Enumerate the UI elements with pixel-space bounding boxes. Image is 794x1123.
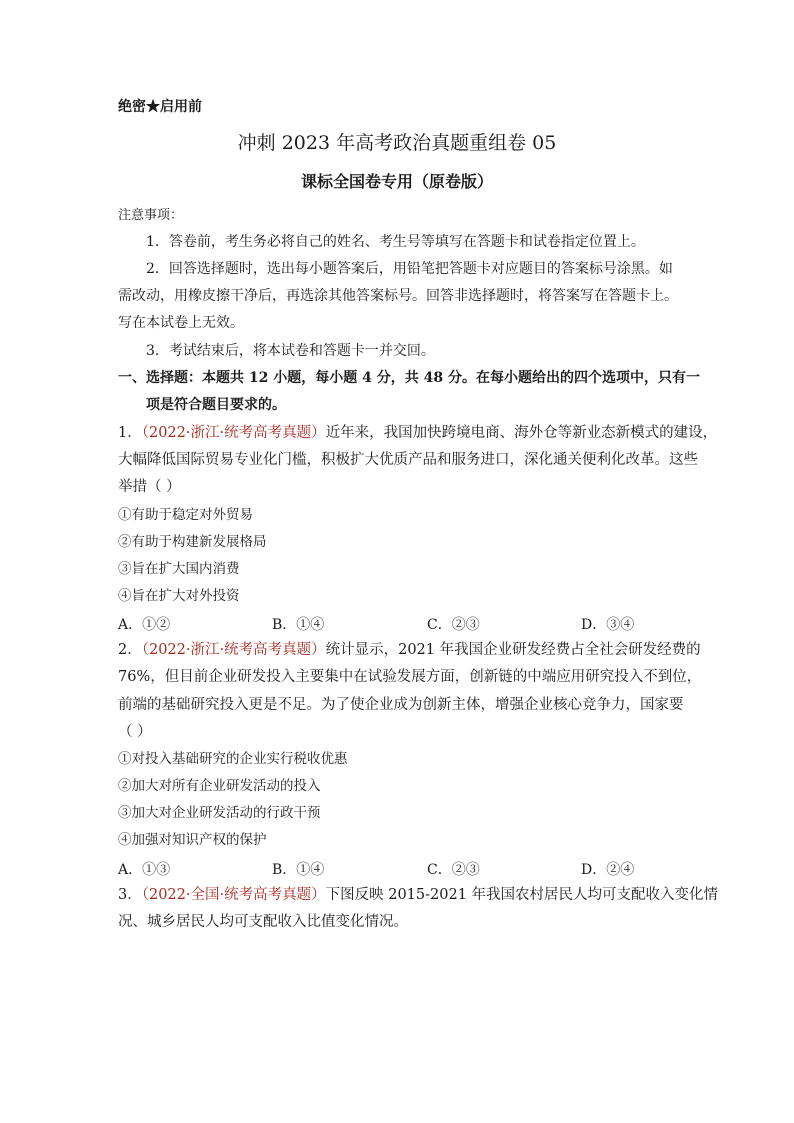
question-source: （2022·浙江·统考高考真题） — [141, 642, 326, 658]
question-1-choice-b: B．①④ — [272, 617, 325, 633]
question-2-line-4: （ ） — [118, 724, 152, 740]
question-1-choice-c: C．②③ — [427, 617, 480, 633]
question-2-statement-4: ④加强对知识产权的保护 — [118, 832, 267, 848]
question-2-choice-c: C．②③ — [427, 862, 480, 878]
notice-line-1: 1．答卷前，考生务必将自己的姓名、考生号等填写在答题卡和试卷指定位置上。 — [146, 234, 645, 250]
confidential-label: 绝密★启用前 — [118, 99, 202, 115]
question-2-line-2: 76%，但目前企业研发投入主要集中在试验发展方面，创新链的中端应用研究投入不到位， — [118, 669, 702, 685]
question-1-choice-a: A．①② — [118, 617, 171, 633]
question-2-choice-d: D．②④ — [581, 862, 635, 878]
question-2-statement-1: ①对投入基础研究的企业实行税收优惠 — [118, 751, 348, 767]
question-text: 统计显示，2021 年我国企业研发经费占全社会研发经费的 — [325, 642, 701, 658]
notice-line-5: 3．考试结束后，将本试卷和答题卡一并交回。 — [146, 343, 435, 359]
question-text: 近年来，我国加快跨境电商、海外仓等新业态新模式的建设， — [325, 425, 718, 441]
question-number: 3． — [118, 887, 142, 903]
notice-heading: 注意事项： — [118, 208, 184, 223]
question-source: （2022·浙江·统考高考真题） — [141, 425, 326, 441]
question-1-line-2: 大幅降低国际贸易专业化门槛，积极扩大优质产品和服务进口，深化通关便利化改革。这些 — [118, 452, 698, 468]
question-number: 2． — [118, 642, 142, 658]
page-title: 冲刺 2023 年高考政治真题重组卷 05 — [237, 132, 557, 154]
question-2-choice-a: A．①③ — [118, 862, 171, 878]
question-source: （2022·全国·统考高考真题） — [141, 887, 326, 903]
notice-line-3: 需改动，用橡皮擦干净后，再选涂其他答案标号。回答非选择题时，将答案写在答题卡上。 — [118, 288, 678, 304]
question-1-line-3: 举措（ ） — [118, 479, 181, 495]
question-3-line-2: 况、城乡居民人均可支配收入比值变化情况。 — [118, 914, 408, 930]
question-1-choice-d: D．③④ — [581, 617, 635, 633]
question-2-line-3: 前端的基础研究投入更是不足。为了使企业成为创新主体，增强企业核心竞争力，国家要 — [118, 697, 684, 713]
page-subtitle: 课标全国卷专用（原卷版） — [300, 172, 493, 191]
question-number: 1． — [118, 425, 142, 441]
section-heading: 一、选择题：本题共 12 小题，每小题 4 分，共 48 分。在每小题给出的四个选项中，只有一 — [118, 370, 700, 386]
question-1-statement-2: ②有助于构建新发展格局 — [118, 534, 267, 550]
question-1-line-1 — [118, 424, 717, 442]
question-1-statement-4: ④旨在扩大对外投资 — [118, 588, 240, 604]
question-2-line-1 — [118, 641, 701, 659]
question-2-statement-2: ②加大对所有企业研发活动的投入 — [118, 778, 321, 794]
question-text: 下图反映 2015-2021 年我国农村居民人均可支配收入变化情 — [325, 887, 719, 903]
section-heading-cont: 项是符合题目要求的。 — [146, 397, 286, 413]
question-2-choice-b: B．①④ — [272, 862, 325, 878]
question-2-statement-3: ③加大对企业研发活动的行政干预 — [118, 805, 321, 821]
question-1-statement-1: ①有助于稳定对外贸易 — [118, 507, 253, 523]
question-1-statement-3: ③旨在扩大国内消费 — [118, 561, 240, 577]
notice-line-2: 2．回答选择题时，选出每小题答案后，用铅笔把答题卡对应题目的答案标号涂黑。如 — [146, 261, 673, 277]
notice-line-4: 写在本试卷上无效。 — [118, 315, 244, 331]
question-3-line-1 — [118, 886, 718, 904]
